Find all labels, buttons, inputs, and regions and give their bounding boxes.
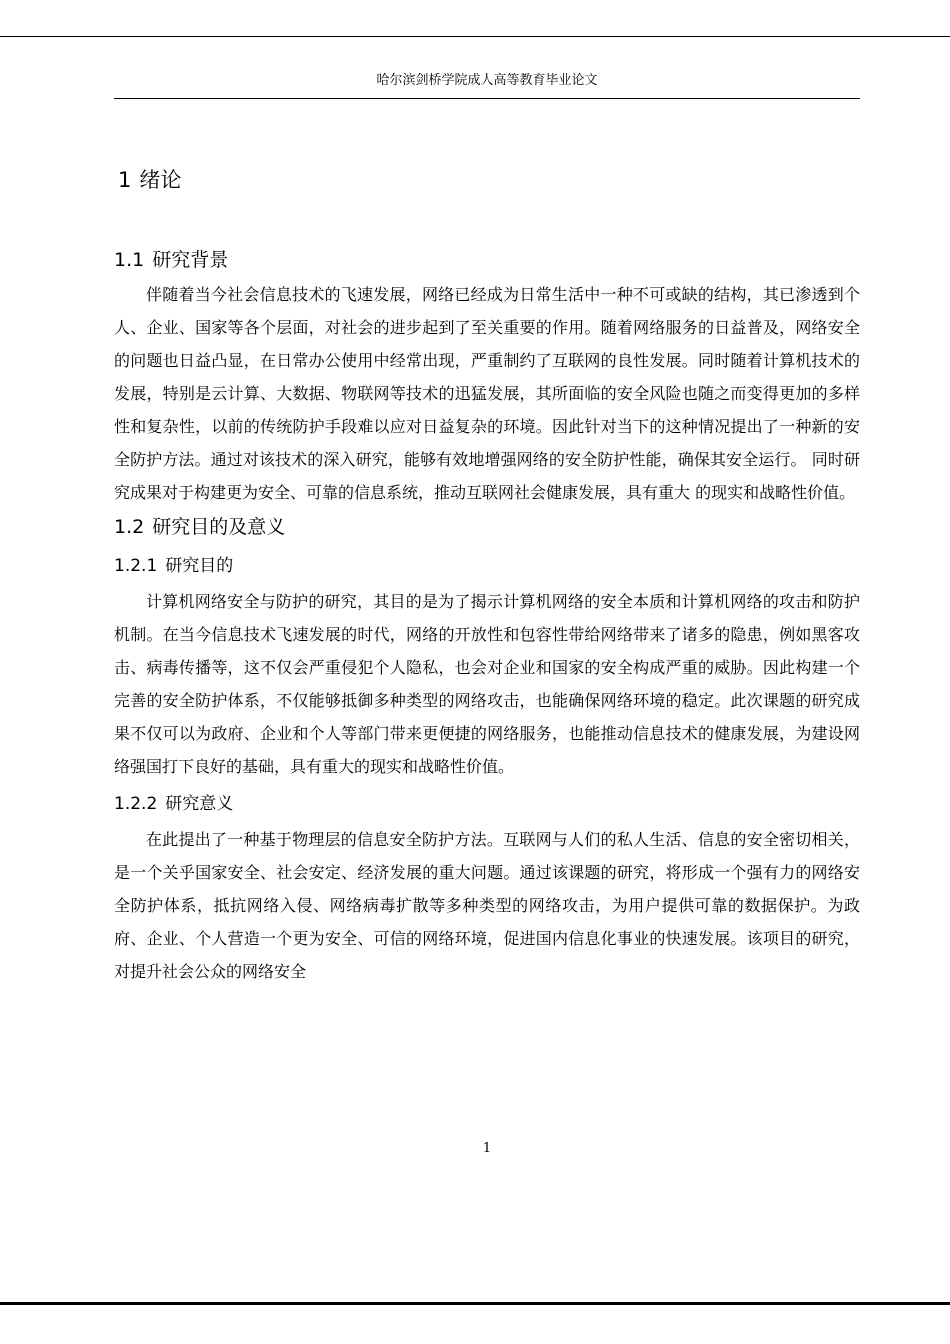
section-title: 研究背景: [152, 249, 229, 271]
page-number: 1: [482, 1141, 492, 1156]
section-number: 1.1: [114, 249, 145, 271]
chapter-heading: [118, 160, 860, 200]
chapter-title: 绪论: [139, 168, 182, 192]
paragraph-research-purpose: 计算机网络安全与防护的研究，其目的是为了揭示计算机网络的安全本质和计算机网络的攻击和防护机制。在当今信息技术飞速发展的时代，网络的开放性和包容性带给网络带来了诸多的隐患，例如黑客攻击、病毒传播等，这不仅会严重侵犯个人隐私，也会对企业和国家的安全构成严重的威胁。因此构建一个完善的安全防护体系，不仅能够抵御多种类型的网络攻击，也能确保网络环境的稳定。此次课题的研究成果不仅可以为政府、企业和个人等部门带来更便捷的网络服务，也能推动信息技术的健康发展，为建设网络强国打下良好的基础，具有重大的现实和战略性价值。: [114, 592, 860, 776]
header-divider: [114, 98, 860, 99]
subsection-number: 1.2.1: [114, 556, 158, 576]
page-top-border: [0, 36, 950, 37]
subsection-heading-1-2-1: [114, 549, 860, 583]
document-body: [114, 160, 860, 988]
subsection-heading-1-2-2: [114, 787, 860, 821]
paragraph-research-background: 伴随着当今社会信息技术的飞速发展，网络已经成为日常生活中一种不可或缺的结构，其已渗透到个人、企业、国家等各个层面，对社会的进步起到了至关重要的作用。随着网络服务的日益普及，网络安全的问题也日益凸显，在日常办公使用中经常出现，严重制约了互联网的良性发展。同时随着计算机技术的发展，特别是云计算、大数据、物联网等技术的迅猛发展，其所面临的安全风险也随之而变得更加的多样性和复杂性，以前的传统防护手段难以应对日益复杂的环境。因此针对当下的这种情况提出了一种新的安全防护方法。通过对该技术的深入研究，能够有效地增强网络的安全防护性能，确保其安全运行。 同时研究成果对于构建更为安全、可靠的信息系统，推动互联网社会健康发展，具有重大 的现实和战略性价值。: [114, 285, 860, 502]
chapter-number: 1: [118, 168, 132, 192]
running-header: 哈尔滨剑桥学院成人高等教育毕业论文: [376, 73, 598, 88]
page-bottom-border: [0, 1302, 950, 1305]
section-number: 1.2: [114, 516, 145, 538]
subsection-title: 研究意义: [165, 794, 234, 814]
section-heading-1-1: [114, 242, 860, 278]
subsection-title: 研究目的: [165, 556, 234, 576]
subsection-number: 1.2.2: [114, 794, 158, 814]
paragraph-research-significance: 在此提出了一种基于物理层的信息安全防护方法。互联网与人们的私人生活、信息的安全密切相关，是一个关乎国家安全、社会安定、经济发展的重大问题。通过该课题的研究，将形成一个强有力的网络安全防护体系，抵抗网络入侵、网络病毒扩散等多种类型的网络攻击，为用户提供可靠的数据保护。为政府、企业、个人营造一个更为安全、可信的网络环境，促进国内信息化事业的快速发展。该项目的研究，对提升社会公众的网络安全: [114, 830, 860, 981]
section-heading-1-2: [114, 509, 860, 545]
section-title: 研究目的及意义: [152, 516, 286, 538]
